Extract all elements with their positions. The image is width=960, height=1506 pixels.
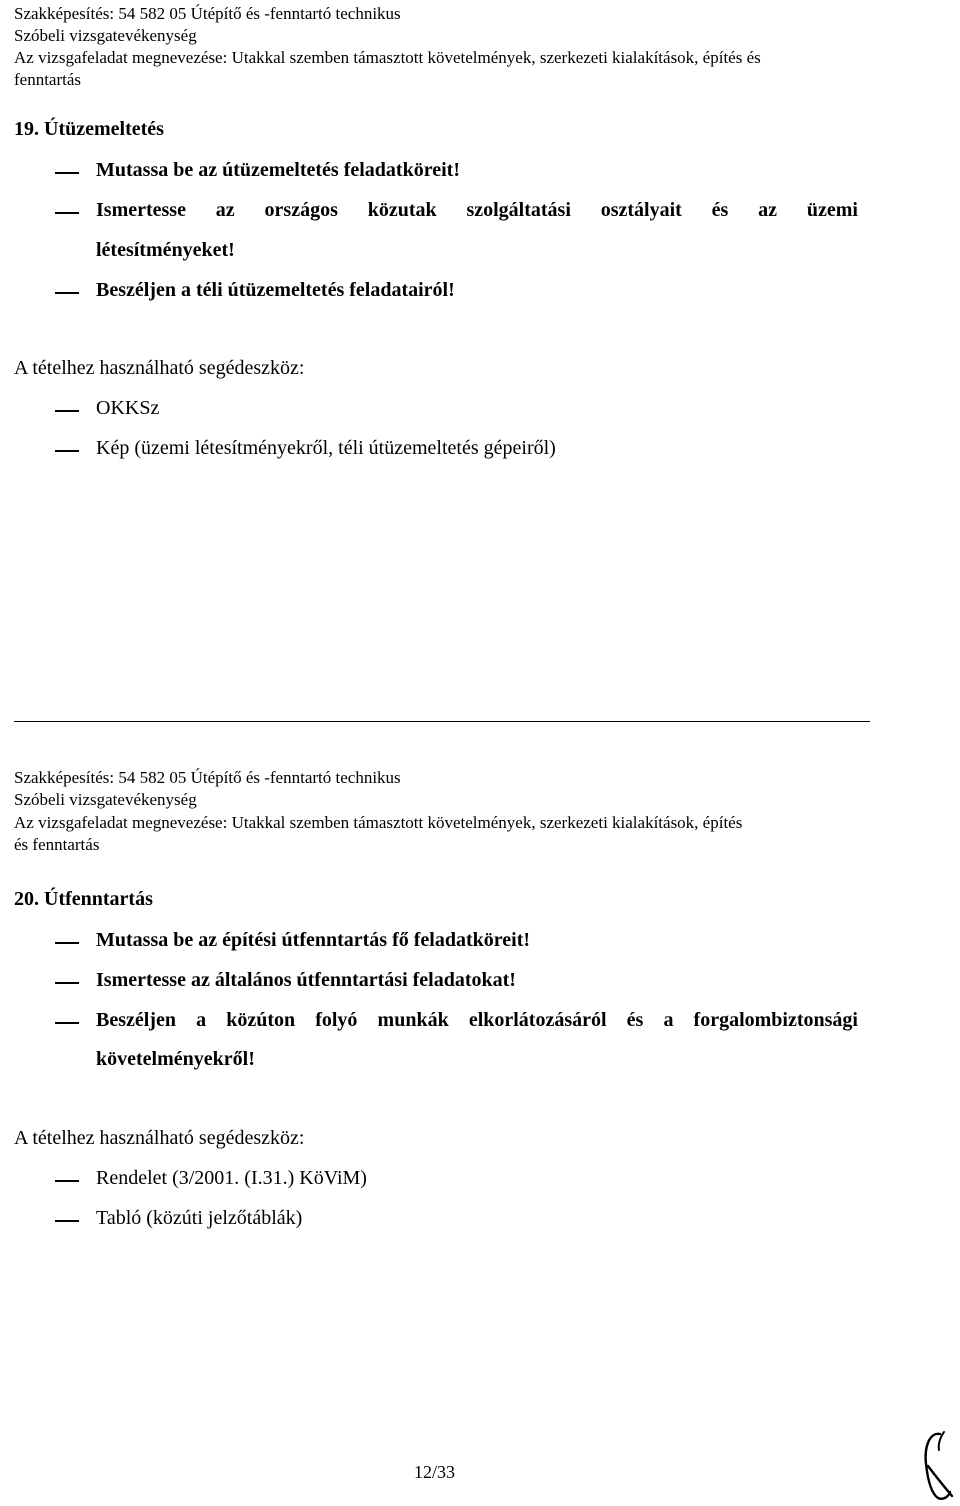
section-20-item-2: Ismertesse az általános útfenntartási feladatokat!	[55, 969, 858, 992]
header-task-name-cont: és fenntartás	[14, 835, 100, 854]
header-task-name-cont: fenntartás	[14, 70, 82, 89]
section-19-tool-2: Kép (üzemi létesítményekről, téli útüzemeltetés gépeiről)	[55, 437, 858, 460]
dash-bullet	[55, 410, 79, 412]
dash-bullet	[55, 1220, 79, 1222]
dash-bullet	[55, 450, 79, 452]
section-20-tool-2: Tabló (közúti jelzőtáblák)	[55, 1207, 858, 1230]
section-20-tool-1: Rendelet (3/2001. (I.31.) KöViM)	[55, 1167, 858, 1190]
section-19-item-2: Ismertesse az országos közutak szolgáltatási osztályait és az üzemi	[55, 199, 858, 222]
section-19-title: 19. Útüzemeltetés	[14, 118, 164, 140]
header-task-name: Az vizsgafeladat megnevezése: Utakkal szemben támasztott követelmények, szerkezeti kialakítások, építés	[14, 813, 743, 832]
dash-bullet	[55, 212, 79, 214]
dash-bullet	[55, 292, 79, 294]
section-20-title: 20. Útfenntartás	[14, 888, 153, 910]
signature-mark	[918, 1428, 958, 1504]
header-activity: Szóbeli vizsgatevékenység	[14, 790, 197, 809]
dash-bullet	[55, 982, 79, 984]
dash-bullet	[55, 1022, 79, 1024]
dash-bullet	[55, 1180, 79, 1182]
section-19-tool-1: OKKSz	[55, 397, 858, 420]
section-20-item-3: Beszéljen a közúton folyó munkák elkorlátozásáról és a forgalombiztonsági	[55, 1009, 858, 1032]
dash-bullet	[55, 942, 79, 944]
header-activity: Szóbeli vizsgatevékenység	[14, 26, 197, 45]
section-20-item-3-cont: követelményekről!	[96, 1048, 255, 1070]
section-20-item-1: Mutassa be az építési útfenntartás fő feladatköreit!	[55, 929, 858, 952]
dash-bullet	[55, 172, 79, 174]
section-19-item-3: Beszéljen a téli útüzemeltetés feladatairól!	[55, 279, 858, 302]
header-qualification: Szakképesítés: 54 582 05 Útépítő és -fenntartó technikus	[14, 768, 401, 787]
section-19-item-2-cont: létesítményeket!	[96, 239, 235, 261]
section-19-item-1: Mutassa be az útüzemeltetés feladatköreit!	[55, 159, 858, 182]
header-qualification: Szakképesítés: 54 582 05 Útépítő és -fenntartó technikus	[14, 4, 401, 23]
page-number: 12/33	[414, 1462, 456, 1482]
section-20-tools-label: A tételhez használható segédeszköz:	[14, 1127, 305, 1149]
page-separator-line	[14, 721, 870, 722]
header-task-name: Az vizsgafeladat megnevezése: Utakkal szemben támasztott követelmények, szerkezeti kialakítások, építés és	[14, 48, 761, 67]
section-19-tools-label: A tételhez használható segédeszköz:	[14, 357, 305, 379]
